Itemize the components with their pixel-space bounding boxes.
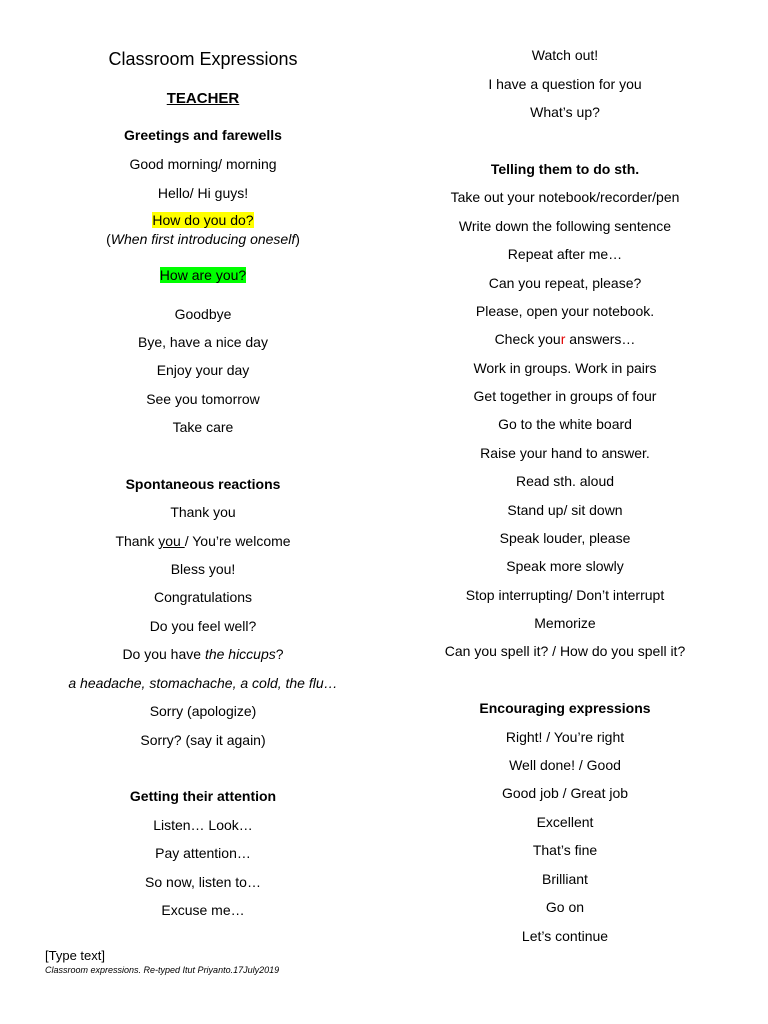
list-item: Thank you / You’re welcome [115, 533, 291, 549]
list-item: Do you feel well? [149, 618, 257, 634]
footer-placeholder: [Type text] [45, 948, 105, 963]
list-item: Take care [172, 419, 234, 435]
highlight-yellow: How do you do? [152, 212, 254, 228]
list-item: That’s fine [532, 842, 598, 858]
list-item: Thank you [170, 504, 236, 520]
list-item: Go on [545, 899, 585, 915]
page-title: Classroom Expressions [108, 49, 298, 69]
list-item: Speak more slowly [506, 558, 624, 574]
list-item: Check your answers… [494, 331, 636, 347]
list-item: See you tomorrow [146, 391, 260, 407]
underlined-text: you [158, 533, 185, 549]
list-item: Excellent [536, 814, 594, 830]
list-item: Excuse me… [161, 902, 245, 918]
list-item: Goodbye [174, 306, 232, 322]
list-item: Go to the white board [498, 416, 632, 432]
list-item: Well done! / Good [509, 757, 621, 773]
list-item: I have a question for you [488, 76, 642, 92]
section-header-teacher: TEACHER [166, 90, 240, 107]
list-item: Get together in groups of four [473, 388, 657, 404]
list-item: Watch out! [531, 47, 599, 63]
red-letter: r [560, 331, 566, 347]
list-item: Memorize [534, 615, 596, 631]
list-item: Bless you! [170, 561, 236, 577]
list-item: Hello/ Hi guys! [157, 185, 249, 201]
list-item: Let’s continue [521, 928, 609, 944]
note-italic: When first introducing oneself [110, 231, 296, 247]
list-item: Can you repeat, please? [488, 275, 642, 291]
list-item: So now, listen to… [145, 874, 261, 890]
heading-greetings: Greetings and farewells [124, 127, 282, 143]
highlight-green: How are you? [159, 267, 247, 283]
heading-reactions: Spontaneous reactions [125, 476, 281, 492]
list-item: Good morning/ morning [129, 156, 277, 172]
list-item: Bye, have a nice day [138, 334, 268, 350]
list-item: Work in groups. Work in pairs [473, 360, 657, 376]
list-item: Good job / Great job [501, 785, 629, 801]
list-item: Repeat after me… [507, 246, 623, 262]
list-item: Congratulations [153, 589, 253, 605]
list-item: Sorry (apologize) [149, 703, 257, 719]
list-item: Please, open your notebook. [475, 303, 655, 319]
list-item: Listen… Look… [153, 817, 253, 833]
list-item: Do you have the hiccups? [122, 646, 284, 662]
list-item: Write down the following sentence [458, 218, 672, 234]
footer-credit: Classroom expressions. Re-typed Itut Priyanto.17July2019 [45, 965, 280, 975]
list-item: Read sth. aloud [515, 473, 615, 489]
list-item: Can you spell it? / How do you spell it? [444, 643, 686, 659]
list-item-highlighted [23, 267, 383, 283]
note-line: (When first introducing oneself) [106, 231, 300, 247]
list-item: Raise your hand to answer. [480, 445, 650, 461]
heading-telling: Telling them to do sth. [490, 161, 640, 177]
list-item: What’s up? [530, 104, 600, 120]
list-item: Enjoy your day [156, 362, 250, 378]
list-item: Brilliant [542, 871, 588, 887]
list-item: Right! / You’re right [505, 729, 625, 745]
list-item: Take out your notebook/recorder/pen [450, 189, 680, 205]
list-item-highlighted [23, 212, 383, 228]
list-item: Sorry? (say it again) [140, 732, 266, 748]
list-item: Speak louder, please [499, 530, 631, 546]
heading-encouraging: Encouraging expressions [479, 700, 651, 716]
heading-attention: Getting their attention [129, 788, 277, 804]
list-item: a headache, stomachache, a cold, the flu… [68, 675, 338, 691]
list-item: Stand up/ sit down [507, 502, 623, 518]
list-item: Pay attention… [155, 845, 251, 861]
list-item: Stop interrupting/ Don’t interrupt [465, 587, 665, 603]
